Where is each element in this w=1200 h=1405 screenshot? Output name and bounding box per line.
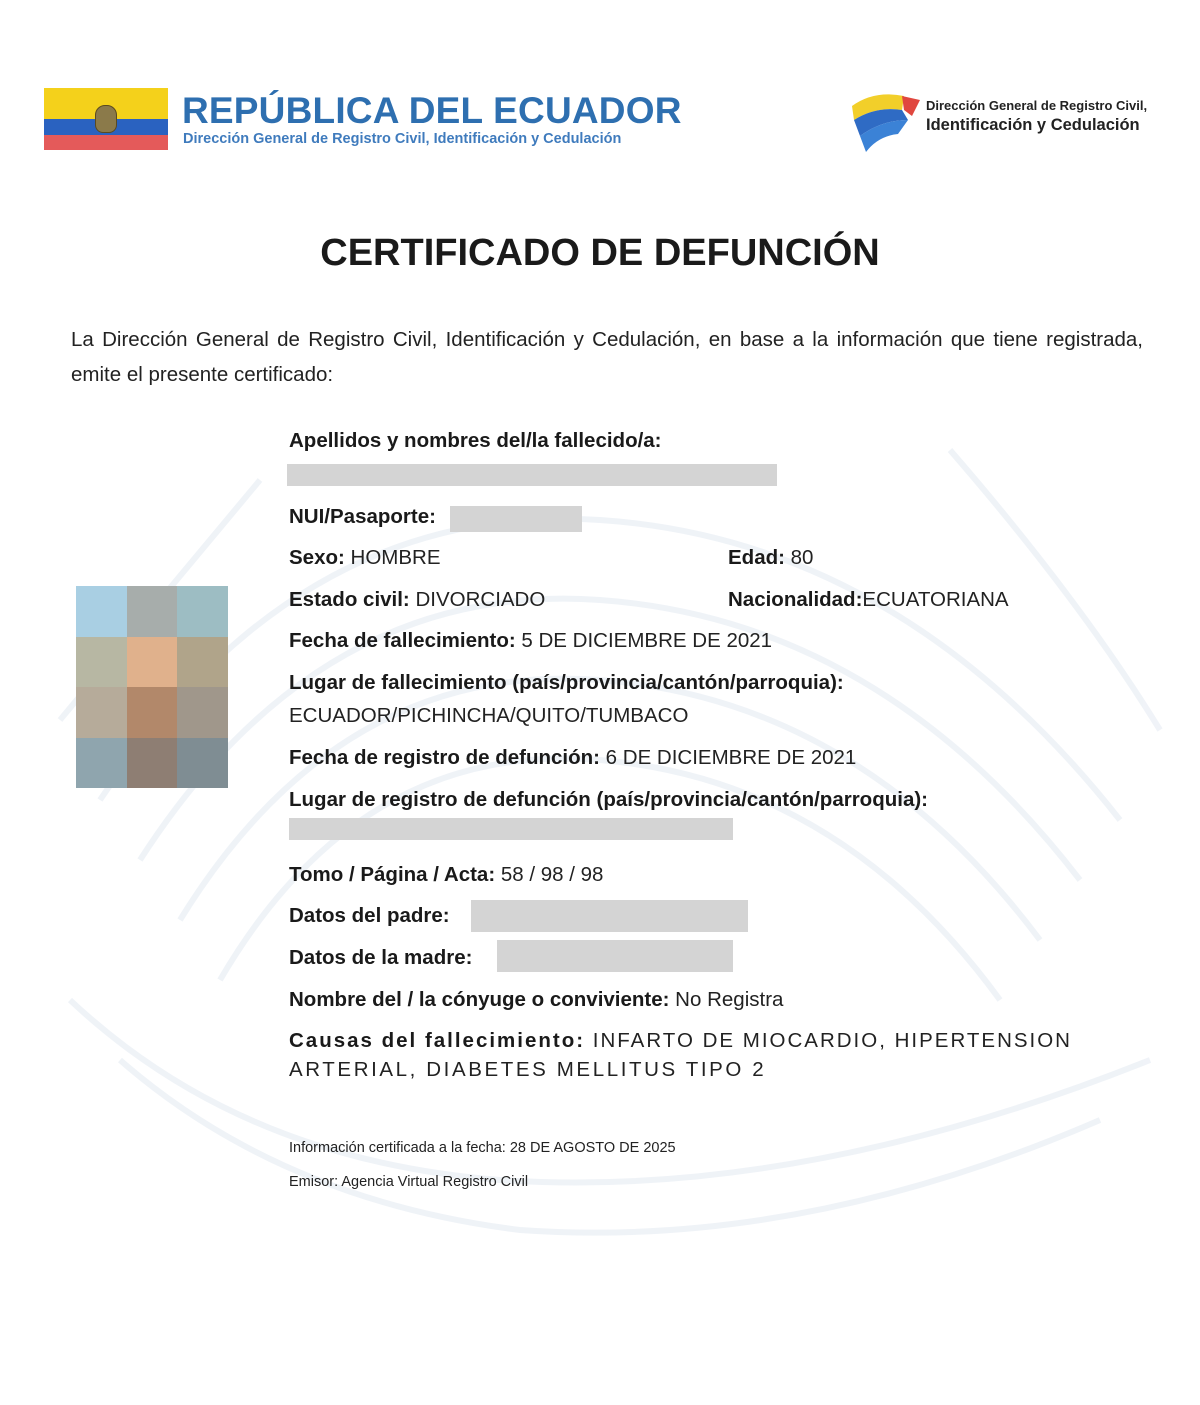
photo-pixel <box>127 586 178 637</box>
fecha-fallecimiento-label: Fecha de fallecimiento: <box>289 629 516 652</box>
photo-pixel <box>76 738 127 789</box>
agency-name-line2: Identificación y Cedulación <box>926 116 1140 134</box>
nui-field <box>289 505 436 529</box>
photo-pixel <box>127 687 178 738</box>
redacted-nui <box>450 506 582 532</box>
fecha-registro-label: Fecha de registro de defunción: <box>289 746 600 769</box>
fecha-registro-value: 6 DE DICIEMBRE DE 2021 <box>599 746 857 769</box>
sexo-label: Sexo: <box>289 546 345 569</box>
lugar-registro-field <box>289 788 928 812</box>
tomo-field <box>289 863 603 887</box>
causas-value-line1: INFARTO DE MIOCARDIO, HIPERTENSION <box>585 1029 1072 1052</box>
photo-pixel <box>177 586 228 637</box>
tomo-label: Tomo / Página / Acta: <box>289 863 496 886</box>
fecha-registro-field <box>289 746 856 770</box>
redacted-padre <box>471 900 748 932</box>
document-title: CERTIFICADO DE DEFUNCIÓN <box>320 232 880 274</box>
estado-civil-field <box>289 588 545 612</box>
photo-pixel <box>177 738 228 789</box>
photo-pixel <box>177 687 228 738</box>
sexo-value: HOMBRE <box>344 546 441 569</box>
photo-pixel <box>127 738 178 789</box>
name-label-text: Apellidos y nombres del/la fallecido/a: <box>289 429 662 452</box>
photo-pixel <box>127 637 178 688</box>
republic-subtitle: Dirección General de Registro Civil, Identificación y Cedulación <box>183 131 622 147</box>
tomo-value: 58 / 98 / 98 <box>495 863 604 886</box>
certified-date: Información certificada a la fecha: 28 DE AGOSTO DE 2025 <box>289 1140 676 1156</box>
madre-field <box>289 946 472 970</box>
lugar-fallecimiento-value-row <box>289 704 688 728</box>
causas-line2-row <box>289 1058 766 1082</box>
padre-field <box>289 904 450 928</box>
fecha-fallecimiento-field <box>289 629 772 653</box>
nacionalidad-field <box>728 588 1009 612</box>
ecuador-flag <box>44 88 168 150</box>
name-label <box>289 429 662 453</box>
estado-civil-value: DIVORCIADO <box>409 588 546 611</box>
photo-pixel <box>76 637 127 688</box>
photo-pixel <box>177 637 228 688</box>
conyuge-field <box>289 988 783 1012</box>
causas-value-line2: ARTERIAL, DIABETES MELLITUS TIPO 2 <box>289 1058 767 1081</box>
edad-label: Edad: <box>728 546 785 569</box>
nacionalidad-label: Nacionalidad: <box>728 588 863 611</box>
redacted-lugar-registro <box>289 818 733 840</box>
lugar-fallecimiento-value: ECUADOR/PICHINCHA/QUITO/TUMBACO <box>289 704 689 727</box>
emisor: Emisor: Agencia Virtual Registro Civil <box>289 1174 529 1190</box>
photo-pixel <box>76 687 127 738</box>
redacted-name <box>287 464 777 486</box>
madre-label: Datos de la madre: <box>289 946 473 969</box>
coat-of-arms-icon <box>95 105 117 133</box>
lugar-registro-label: Lugar de registro de defunción (país/provincia/cantón/parroquia): <box>289 788 928 811</box>
conyuge-label: Nombre del / la cónyuge o conviviente: <box>289 988 670 1011</box>
padre-label: Datos del padre: <box>289 904 450 927</box>
photo-pixel <box>76 586 127 637</box>
edad-value: 80 <box>784 546 814 569</box>
lugar-fallecimiento-field <box>289 671 844 695</box>
agency-name-line1: Dirección General de Registro Civil, <box>926 98 1148 113</box>
redacted-madre <box>497 940 733 972</box>
intro-paragraph: La Dirección General de Registro Civil, Identificación y Cedulación, en base a la información que tiene registrada, emite el presente certificado: <box>71 328 1143 386</box>
nacionalidad-value: ECUATORIANA <box>862 588 1009 611</box>
sexo-field <box>289 546 441 570</box>
causas-label: Causas del fallecimiento: <box>289 1029 586 1052</box>
causas-field <box>289 1029 1072 1053</box>
registro-civil-logo <box>846 86 922 156</box>
estado-civil-label: Estado civil: <box>289 588 410 611</box>
lugar-fallecimiento-label: Lugar de fallecimiento (país/provincia/cantón/parroquia): <box>289 671 844 694</box>
deceased-photo <box>76 586 228 788</box>
conyuge-value: No Registra <box>669 988 784 1011</box>
edad-field <box>728 546 813 570</box>
fecha-fallecimiento-value: 5 DE DICIEMBRE DE 2021 <box>515 629 773 652</box>
republic-title: REPÚBLICA DEL ECUADOR <box>182 90 682 131</box>
nui-label: NUI/Pasaporte: <box>289 505 436 528</box>
